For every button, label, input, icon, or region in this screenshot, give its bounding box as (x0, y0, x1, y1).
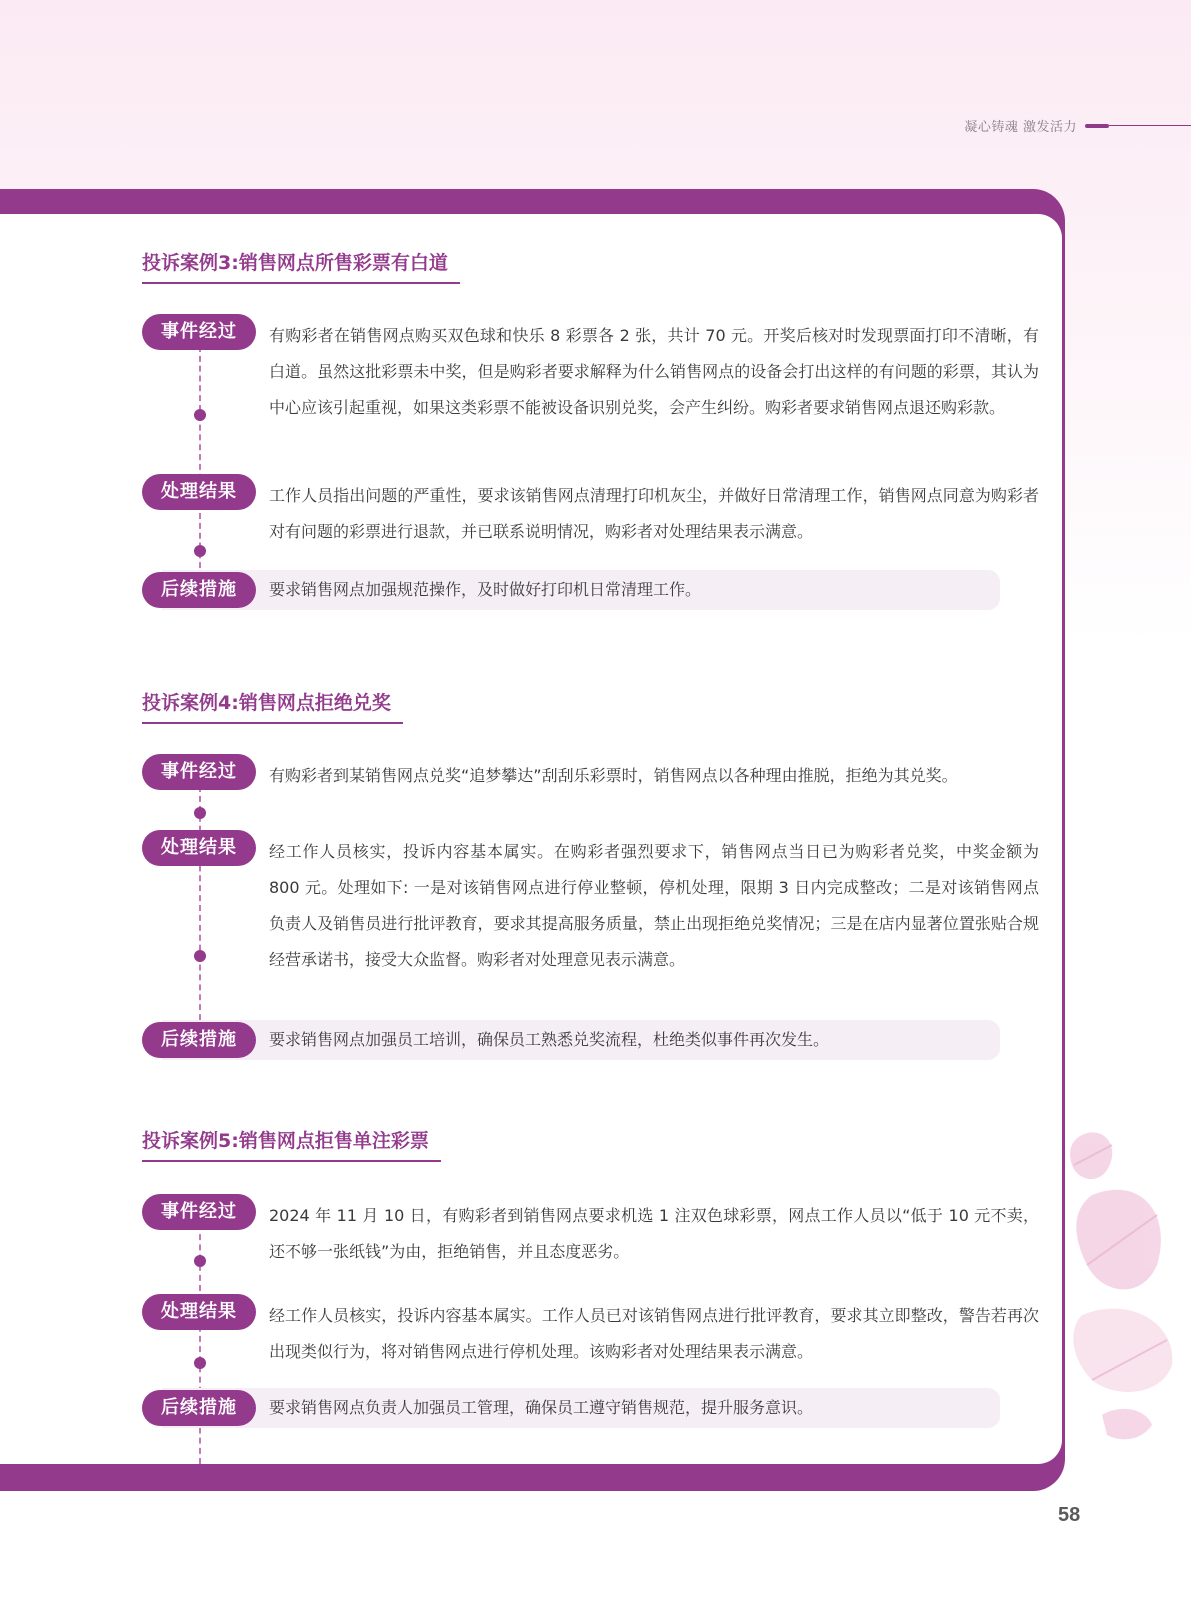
row-label: 事件经过 (142, 314, 256, 350)
row-text: 2024 年 11 月 10 日，有购彩者到销售网点要求机选 1 注双色球彩票，网点工作人员以“低于 10 元不卖，还不够一张纸钱”为由，拒绝销售，并且态度恶劣。 (269, 1206, 1039, 1261)
timeline-line (199, 346, 201, 578)
case-block (142, 248, 1042, 600)
timeline-dot (194, 1357, 206, 1369)
case-title: 投诉案例5:销售网点拒售单注彩票 (142, 1126, 441, 1162)
row-label: 处理结果 (142, 474, 256, 510)
row-text: 要求销售网点加强员工培训，确保员工熟悉兑奖流程，杜绝类似事件再次发生。 (269, 1030, 830, 1049)
row-text: 有购彩者在销售网点购买双色球和快乐 8 彩票各 2 张，共计 70 元。开奖后核对时发现票面打印不清晰，有白道。虽然这批彩票未中奖，但是购彩者要求解释为什么销售网点的设备会打出这样的有问题的彩票，其认为中心应该引起重视，如果这类彩票不能被设备识别兑奖，会产生纠纷。购彩者要求销售网点退还购彩款。 (269, 326, 1039, 417)
timeline-dot (194, 1255, 206, 1267)
row-label: 事件经过 (142, 754, 256, 790)
timeline-dot (194, 409, 206, 421)
row-label: 事件经过 (142, 1194, 256, 1230)
slogan-text: 凝心铸魂 激发活力 (964, 120, 1077, 135)
row-label: 处理结果 (142, 830, 256, 866)
timeline-line (199, 786, 201, 1030)
timeline-dot (194, 807, 206, 819)
case-block (142, 1126, 1042, 1418)
timeline-dot (194, 545, 206, 557)
header-slogan (964, 116, 1191, 135)
row-text: 要求销售网点负责人加强员工管理，确保员工遵守销售规范，提升服务意识。 (269, 1398, 814, 1417)
leaf-decoration-icon (1062, 1125, 1182, 1455)
case-block (142, 688, 1042, 1050)
row-label: 后续措施 (142, 572, 256, 608)
row-text: 经工作人员核实，投诉内容基本属实。在购彩者强烈要求下，销售网点当日已为购彩者兑奖，中奖金额为 800 元。处理如下: 一是对该销售网点进行停业整顿，停机处理，限期 3 日内完成整改；二是对该销售网点负责人及销售员进行批评教育，要求其提高服务质量，禁止出现拒绝兑奖情况；三是在店内显著位置张贴合规经营承诺书，接受大众监督。购彩者对处理意见表示满意。 (269, 842, 1039, 969)
row-text: 要求销售网点加强规范操作，及时做好打印机日常清理工作。 (269, 580, 702, 599)
row-text: 工作人员指出问题的严重性，要求该销售网点清理打印机灰尘，并做好日常清理工作，销售网点同意为购彩者对有问题的彩票进行退款，并已联系说明情况，购彩者对处理结果表示满意。 (269, 486, 1039, 541)
case-title: 投诉案例3:销售网点所售彩票有白道 (142, 248, 460, 284)
page-number: 58 (1058, 1504, 1081, 1526)
timeline-dot (194, 950, 206, 962)
slogan-accent-bar (1085, 124, 1109, 128)
row-label: 后续措施 (142, 1022, 256, 1058)
case-title: 投诉案例4:销售网点拒绝兑奖 (142, 688, 403, 724)
row-text: 经工作人员核实，投诉内容基本属实。工作人员已对该销售网点进行批评教育，要求其立即整改，警告若再次出现类似行为，将对销售网点进行停机处理。该购彩者对处理结果表示满意。 (269, 1306, 1039, 1361)
row-text: 有购彩者到某销售网点兑奖“追梦攀达”刮刮乐彩票时，销售网点以各种理由推脱，拒绝为其兑奖。 (269, 766, 958, 785)
row-label: 处理结果 (142, 1294, 256, 1330)
slogan-line (1109, 125, 1191, 126)
row-label: 后续措施 (142, 1390, 256, 1426)
